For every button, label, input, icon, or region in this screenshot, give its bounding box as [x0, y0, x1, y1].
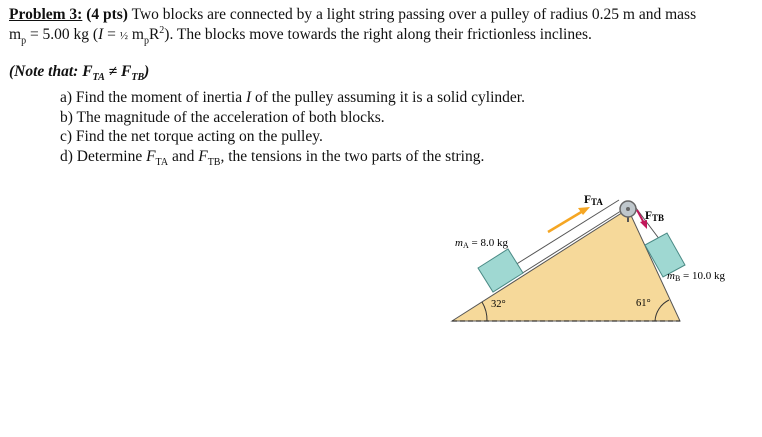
half-fraction: ½	[119, 30, 129, 43]
label-ftb: FTB	[645, 210, 665, 223]
problem-text-1: Two blocks are connected by a light string passing over a pulley of radius 0.25 m and mass	[127, 6, 697, 23]
label-ma: mA = 8.0 kg	[455, 237, 508, 250]
part-d-f2: F	[198, 147, 208, 165]
part-b: b) The magnitude of the acceleration of both blocks.	[60, 108, 385, 126]
part-a-post: of the pulley assuming it is a solid cylinder.	[251, 89, 525, 106]
note-f2: F	[121, 63, 132, 80]
arrow-fta-shaft	[548, 211, 583, 232]
r-superscript: 2	[159, 25, 165, 36]
pulley-hub	[626, 207, 630, 211]
note-open: (Note that:	[9, 63, 83, 80]
problem-text-2: ). The blocks move towards the right along their frictionless inclines.	[164, 26, 592, 44]
mp-subscript: p	[21, 35, 27, 47]
label-angle-right: 61°	[636, 298, 651, 309]
label-mb: mB = 10.0 kg	[667, 270, 726, 283]
problem-points: (4 pts)	[86, 6, 128, 23]
inertia-symbol: I	[98, 26, 104, 44]
part-a-inertia: I	[245, 89, 252, 106]
m-symbol: m	[128, 26, 144, 44]
part-d-pre: d) Determine	[60, 147, 147, 165]
part-a-pre: a) Find the moment of inertia	[60, 89, 246, 106]
part-d-f2-sub: TB	[207, 156, 221, 168]
label-angle-left: 32°	[491, 299, 506, 310]
label-fta: FTA	[584, 194, 603, 207]
note-close: )	[144, 63, 150, 80]
r-symbol: R	[148, 26, 160, 44]
m-subscript: p	[143, 35, 149, 47]
note-f2-sub: TB	[131, 72, 145, 84]
equals-sign: =	[103, 26, 120, 44]
note-f1-sub: TA	[92, 72, 105, 84]
problem-label: Problem 3:	[9, 6, 83, 23]
mp-symbol: m	[9, 26, 22, 44]
note-f1: F	[82, 63, 93, 80]
part-d-f1: F	[146, 147, 156, 165]
pulley-mass: = 5.00 kg (	[26, 26, 99, 44]
part-d-post: , the tensions in the two parts of the string.	[220, 147, 485, 165]
note-neq: ≠	[104, 63, 122, 80]
part-d-and: and	[168, 147, 199, 165]
part-c: c) Find the net torque acting on the pulley.	[60, 128, 323, 145]
part-d-f1-sub: TA	[155, 156, 169, 168]
